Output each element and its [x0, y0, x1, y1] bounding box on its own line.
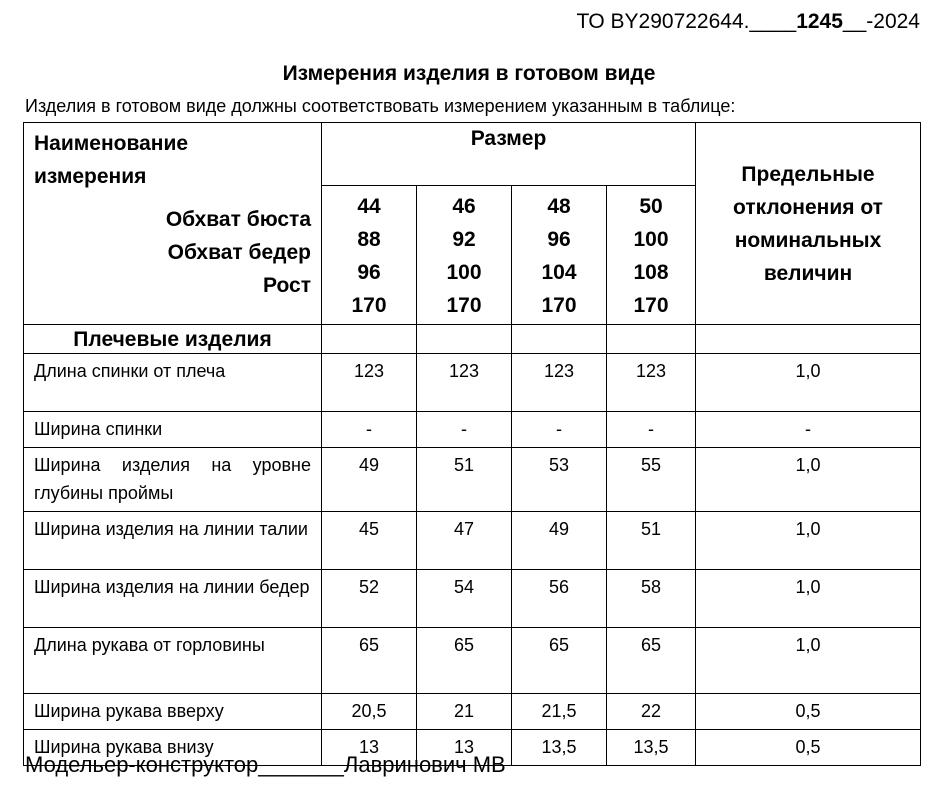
data-rows — [24, 354, 921, 766]
size-size: 46 — [452, 195, 476, 218]
table-row — [24, 512, 921, 570]
measurement-value: 65 — [417, 628, 512, 694]
size-height: 170 — [446, 294, 482, 317]
measurement-value: 123 — [322, 354, 417, 412]
table-row — [24, 694, 921, 730]
param-labels — [34, 195, 311, 302]
measurement-value: 51 — [607, 512, 696, 570]
tolerance-value: 1,0 — [696, 512, 921, 570]
measurement-name: Ширина рукава вверху — [24, 694, 322, 730]
document-number — [576, 10, 920, 34]
section-title: Плечевые изделия — [24, 325, 322, 354]
table-row — [24, 628, 921, 694]
measurement-name: Длина спинки от плеча — [24, 354, 322, 412]
tolerance-value: - — [696, 412, 921, 448]
measurement-value: 22 — [607, 694, 696, 730]
document-number-value: 1245 — [796, 10, 843, 33]
measurement-value: 123 — [417, 354, 512, 412]
measurement-value: 55 — [607, 448, 696, 512]
intro-text: Изделия в готовом виде должны соответствовать измерением указанным в таблице: — [25, 96, 736, 116]
size-hips: 104 — [541, 261, 577, 284]
tolerance-value: 0,5 — [696, 694, 921, 730]
measurement-value: 13,5 — [512, 730, 607, 766]
measurement-value: 47 — [417, 512, 512, 570]
measurement-value: 52 — [322, 570, 417, 628]
param-label: Рост — [263, 274, 311, 297]
tolerance-value: 1,0 — [696, 448, 921, 512]
size-bust: 96 — [547, 228, 571, 251]
param-label: Обхват бюста — [165, 208, 311, 231]
size-bust: 92 — [452, 228, 476, 251]
measurement-value: 13 — [322, 730, 417, 766]
measurement-value: 51 — [417, 448, 512, 512]
footer-signature: Модельер-конструктор_______Лавринович МВ — [25, 752, 506, 777]
measurement-value: - — [322, 412, 417, 448]
header-name: Наименование измерения — [34, 132, 189, 188]
table-row — [24, 354, 921, 412]
document-number-suffix: __-2024 — [842, 10, 920, 33]
size-bust: 100 — [633, 228, 669, 251]
measurement-value: 49 — [512, 512, 607, 570]
size-size: 44 — [357, 195, 381, 218]
size-size: 48 — [547, 195, 571, 218]
tolerance-value: 1,0 — [696, 570, 921, 628]
empty-cell — [417, 325, 512, 354]
size-hips: 100 — [446, 261, 482, 284]
measurement-name: Ширина изделия на линии бедер — [24, 570, 322, 628]
measurement-value: 65 — [322, 628, 417, 694]
measurement-value: 13,5 — [607, 730, 696, 766]
size-hips: 96 — [357, 261, 381, 284]
measurement-value: - — [512, 412, 607, 448]
empty-cell — [607, 325, 696, 354]
measurement-value: 21,5 — [512, 694, 607, 730]
measurement-value: 21 — [417, 694, 512, 730]
size-column — [607, 186, 696, 325]
page-title: Измерения изделия в готовом виде — [282, 62, 656, 85]
measurement-value: 65 — [512, 628, 607, 694]
size-height: 170 — [633, 294, 669, 317]
tolerance-value: 0,5 — [696, 730, 921, 766]
measurement-value: 45 — [322, 512, 417, 570]
size-column — [417, 186, 512, 325]
measurement-name: Ширина изделия на линии талии — [24, 512, 322, 570]
measurement-value: 20,5 — [322, 694, 417, 730]
section-row — [24, 325, 921, 354]
size-height: 170 — [541, 294, 577, 317]
measurement-name: Ширина спинки — [24, 412, 322, 448]
table-row — [24, 448, 921, 512]
measurement-value: - — [607, 412, 696, 448]
param-label: Обхват бедер — [167, 241, 311, 264]
header-size: Размер — [322, 123, 696, 186]
measurement-value: 53 — [512, 448, 607, 512]
header-row — [24, 123, 921, 186]
empty-cell — [696, 325, 921, 354]
table-row — [24, 570, 921, 628]
measurement-name: Ширина рукава внизу — [24, 730, 322, 766]
tolerance-value: 1,0 — [696, 354, 921, 412]
tolerance-value: 1,0 — [696, 628, 921, 694]
empty-cell — [322, 325, 417, 354]
header-name-cell — [24, 123, 322, 325]
empty-cell — [512, 325, 607, 354]
measurement-value: 58 — [607, 570, 696, 628]
measurements-table — [23, 122, 921, 766]
measurement-value: 56 — [512, 570, 607, 628]
measurement-name: Ширина изделия на уровне глубины проймы — [24, 448, 322, 512]
measurement-value: 65 — [607, 628, 696, 694]
size-bust: 88 — [357, 228, 381, 251]
measurement-value: 54 — [417, 570, 512, 628]
measurement-name: Длина рукава от горловины — [24, 628, 322, 694]
measurement-value: 13 — [417, 730, 512, 766]
measurement-value: 49 — [322, 448, 417, 512]
size-height: 170 — [351, 294, 387, 317]
size-size: 50 — [639, 195, 663, 218]
document-number-prefix: ТО BY290722644.____ — [576, 10, 797, 33]
measurement-value: 123 — [607, 354, 696, 412]
measurement-value: - — [417, 412, 512, 448]
size-hips: 108 — [633, 261, 669, 284]
measurement-value: 123 — [512, 354, 607, 412]
table-row — [24, 412, 921, 448]
size-column — [322, 186, 417, 325]
header-tolerance: Предельные отклонения от номинальных величин — [696, 123, 921, 325]
size-column — [512, 186, 607, 325]
